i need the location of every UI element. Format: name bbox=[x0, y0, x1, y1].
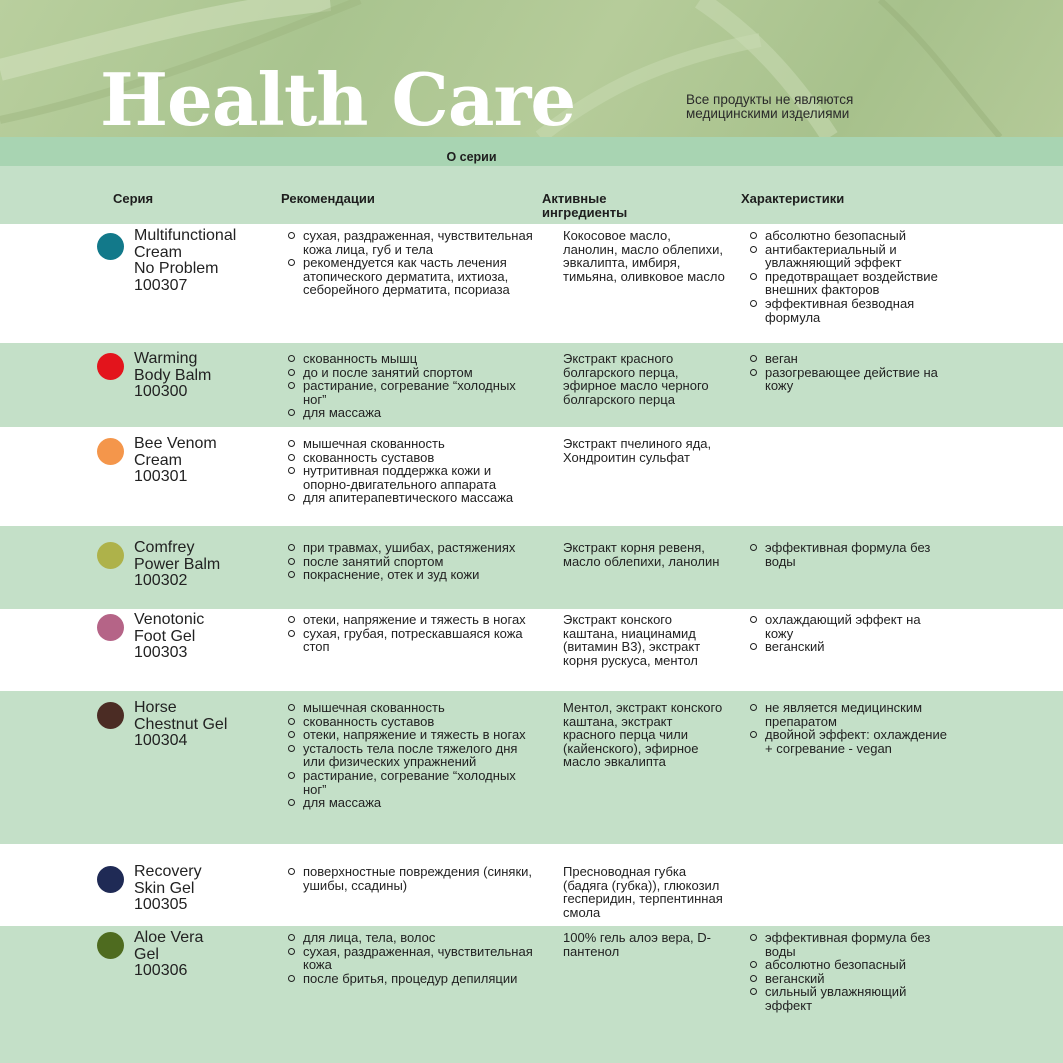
list-item: двойной эффект: охлаждение + согревание - vegan bbox=[749, 728, 949, 755]
list-item: эффективная формула без воды bbox=[749, 931, 949, 958]
ingredients-text: Пресноводная губка (бадяга (губка)), глюкозил гесперидин, терпентинная смола bbox=[563, 864, 723, 920]
product-color-dot bbox=[97, 866, 124, 893]
page-title: Health Care bbox=[100, 57, 576, 137]
table-row bbox=[0, 427, 1063, 526]
recommendations-list bbox=[287, 352, 537, 420]
ingredients-text: Экстракт конского каштана, ниацинамид (витамин B3), экстракт корня рускуса, ментол bbox=[563, 612, 701, 668]
recommendations-list bbox=[287, 229, 537, 297]
list-item: для апитерапевтического массажа bbox=[287, 491, 537, 505]
list-item: растирание, согревание “холодных ног” bbox=[287, 769, 537, 796]
list-item: после занятий спортом bbox=[287, 555, 537, 569]
table-row bbox=[0, 526, 1063, 609]
characteristics-list bbox=[749, 701, 949, 755]
recommendations-list bbox=[287, 865, 537, 892]
list-item: веган bbox=[749, 352, 949, 366]
list-item: поверхностные повреждения (синяки, ушибы, ссадины) bbox=[287, 865, 537, 892]
table-row bbox=[0, 224, 1063, 343]
list-item: сухая, грубая, потрескавшаяся кожа стоп bbox=[287, 627, 537, 654]
table-row bbox=[0, 844, 1063, 926]
list-item: эффективная формула без воды bbox=[749, 541, 949, 568]
column-header-recommendations: Рекомендации bbox=[281, 191, 375, 206]
product-name-line: Aloe Vera bbox=[134, 929, 204, 946]
product-name-line: Bee Venom bbox=[134, 435, 217, 452]
product-name bbox=[134, 864, 274, 914]
list-item: до и после занятий спортом bbox=[287, 366, 537, 380]
product-name-line: Venotonic bbox=[134, 611, 205, 628]
product-code: 100304 bbox=[134, 732, 188, 749]
ingredients-text: 100% гель алоэ вера, D-пантенол bbox=[563, 930, 711, 959]
product-code: 100300 bbox=[134, 383, 188, 400]
ingredients-text: Экстракт корня ревеня, масло облепихи, ланолин bbox=[563, 540, 720, 569]
recommendations-list bbox=[287, 437, 537, 505]
product-color-dot bbox=[97, 438, 124, 465]
list-item: покраснение, отек и зуд кожи bbox=[287, 568, 537, 582]
product-name-line: Multifunctional bbox=[134, 227, 237, 244]
list-item: скованность суставов bbox=[287, 715, 537, 729]
list-item: после бритья, процедур депиляции bbox=[287, 972, 537, 986]
list-item: не является медицинским препаратом bbox=[749, 701, 949, 728]
list-item: для лица, тела, волос bbox=[287, 931, 537, 945]
list-item: антибактериальный и увлажняющий эффект bbox=[749, 243, 949, 270]
product-code: 100306 bbox=[134, 962, 188, 979]
product-name-line: Cream bbox=[134, 451, 183, 469]
list-item: эффективная безводная формула bbox=[749, 297, 949, 324]
recommendations-list bbox=[287, 701, 537, 810]
ingredients-text: Экстракт пчелиного яда, Хондроитин сульфат bbox=[563, 436, 712, 465]
list-item: при травмах, ушибах, растяжениях bbox=[287, 541, 537, 555]
characteristics-list bbox=[749, 931, 949, 1013]
product-name-line: Foot Gel bbox=[134, 627, 196, 645]
product-color-dot bbox=[97, 233, 124, 260]
product-name-line: No Problem bbox=[134, 260, 219, 277]
product-color-dot bbox=[97, 932, 124, 959]
list-item: усталость тела после тяжелого дня или физических упражнений bbox=[287, 742, 537, 769]
list-item: веганский bbox=[749, 640, 949, 654]
characteristics-list bbox=[749, 541, 949, 568]
table-row bbox=[0, 343, 1063, 427]
product-name bbox=[134, 930, 274, 980]
product-name-line: Skin Gel bbox=[134, 879, 195, 897]
characteristics-list bbox=[749, 352, 949, 393]
list-item: сильный увлажняющий эффект bbox=[749, 985, 949, 1012]
product-name bbox=[134, 540, 274, 590]
list-item: отеки, напряжение и тяжесть в ногах bbox=[287, 728, 537, 742]
product-name bbox=[134, 228, 274, 294]
column-header-ingredients: Активные ингредиенты bbox=[542, 191, 628, 220]
list-item: для массажа bbox=[287, 796, 537, 810]
list-item: сухая, раздраженная, чувствительная кожа лица, губ и тела bbox=[287, 229, 537, 256]
product-name bbox=[134, 612, 274, 662]
list-item: нутритивная поддержка кожи и опорно-двигательного аппарата bbox=[287, 464, 537, 491]
list-item: рекомендуется как часть лечения атопического дерматита, ихтиоза, себорейного дерматита, псориаза bbox=[287, 256, 537, 297]
product-name-line: Cream bbox=[134, 243, 183, 261]
product-name-line: Horse bbox=[134, 699, 177, 716]
ingredients-text: Кокосовое масло, ланолин, масло облепихи, эвкалипта, имбиря, тимьяна, оливковое масло bbox=[563, 228, 725, 284]
list-item: охлаждающий эффект на кожу bbox=[749, 613, 949, 640]
table-row bbox=[0, 691, 1063, 844]
list-item: для массажа bbox=[287, 406, 537, 420]
product-color-dot bbox=[97, 542, 124, 569]
recommendations-list bbox=[287, 541, 537, 582]
product-color-dot bbox=[97, 353, 124, 380]
product-name-line: Comfrey bbox=[134, 539, 195, 556]
product-name-line: Chestnut Gel bbox=[134, 715, 228, 733]
list-item: отеки, напряжение и тяжесть в ногах bbox=[287, 613, 537, 627]
list-item: веганский bbox=[749, 972, 949, 986]
list-item: предотвращает воздействие внешних факторов bbox=[749, 270, 949, 297]
list-item: разогревающее действие на кожу bbox=[749, 366, 949, 393]
product-code: 100305 bbox=[134, 896, 188, 913]
list-item: мышечная скованность bbox=[287, 701, 537, 715]
characteristics-list bbox=[749, 613, 949, 654]
product-code: 100302 bbox=[134, 572, 188, 589]
column-header-characteristics: Характеристики bbox=[741, 191, 845, 206]
list-item: сухая, раздраженная, чувствительная кожа bbox=[287, 945, 537, 972]
product-name-line: Recovery bbox=[134, 863, 202, 880]
table-row bbox=[0, 609, 1063, 691]
recommendations-list bbox=[287, 931, 537, 985]
product-name bbox=[134, 351, 274, 401]
product-color-dot bbox=[97, 614, 124, 641]
product-code: 100307 bbox=[134, 276, 188, 294]
product-color-dot bbox=[97, 702, 124, 729]
product-name-line: Gel bbox=[134, 945, 159, 963]
product-name-line: Power Balm bbox=[134, 555, 221, 573]
product-name-line: Body Balm bbox=[134, 366, 212, 384]
characteristics-list bbox=[749, 229, 949, 324]
product-name-line: Warming bbox=[134, 350, 198, 367]
table-row bbox=[0, 926, 1063, 1063]
about-series-bar: О серии bbox=[0, 137, 1063, 166]
disclaimer-text: Все продукты не являются медицинскими изделиями bbox=[686, 92, 854, 121]
product-name bbox=[134, 436, 274, 486]
list-item: скованность мышц bbox=[287, 352, 537, 366]
column-header-series: Серия bbox=[113, 191, 154, 206]
product-code: 100303 bbox=[134, 644, 188, 661]
ingredients-text: Ментол, экстракт конского каштана, экстракт красного перца чили (кайенского), эфирное масло эвкалипта bbox=[563, 700, 723, 770]
product-code: 100301 bbox=[134, 468, 188, 485]
ingredients-text: Экстракт красного болгарского перца, эфирное масло черного болгарского перца bbox=[563, 351, 709, 407]
list-item: абсолютно безопасный bbox=[749, 229, 949, 243]
product-name bbox=[134, 700, 274, 750]
header-banner bbox=[0, 0, 1063, 137]
list-item: скованность суставов bbox=[287, 451, 537, 465]
list-item: мышечная скованность bbox=[287, 437, 537, 451]
recommendations-list bbox=[287, 613, 537, 654]
list-item: растирание, согревание “холодных ног” bbox=[287, 379, 537, 406]
list-item: абсолютно безопасный bbox=[749, 958, 949, 972]
table-header bbox=[0, 166, 1063, 224]
